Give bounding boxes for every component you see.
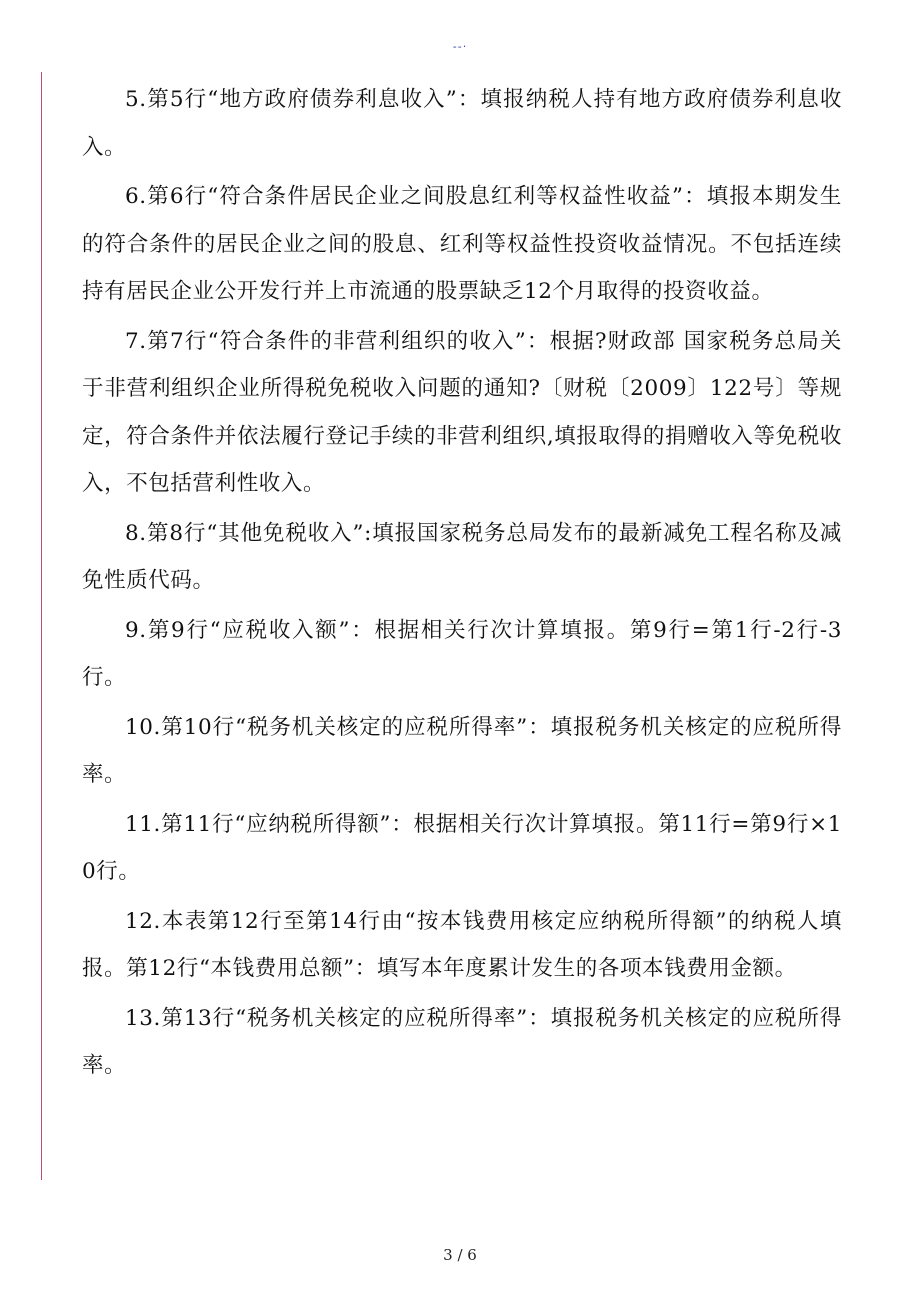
paragraph-item-10: 10.第10行“税务机关核定的应税所得率”：填报税务机关核定的应税所得率。 (82, 714, 842, 787)
paragraph-item-8: 8.第8行“其他免税收入”:填报国家税务总局发布的最新减免工程名称及减免性质代码。 (82, 520, 842, 593)
margin-line (41, 72, 42, 1180)
header-mark: --· (452, 40, 468, 53)
paragraph-item-7: 7.第7行“符合条件的非营利组织的收入”：根据?财政部 国家税务总局关于非营利组织企业所得税免税收入问题的通知?〔财税〔2009〕122号〕等规定，符合条件并依法履行登记手续的非营利组织,填报取得的捐赠收入等免税收入，不包括营利性收入。 (82, 328, 842, 496)
page-number: 3 / 6 (443, 1246, 477, 1264)
paragraph-item-6: 6.第6行“符合条件居民企业之间股息红利等权益性收益”：填报本期发生的符合条件的居民企业之间的股息、红利等权益性投资收益情况。不包括连续持有居民企业公开发行并上市流通的股票缺乏12个月取得的投资收益。 (82, 184, 842, 304)
paragraph-item-11: 11.第11行“应纳税所得额”：根据相关行次计算填报。第11行=第9行×10行。 (82, 811, 842, 884)
paragraph-item-9: 9.第9行“应税收入额”：根据相关行次计算填报。第9行=第1行-2行-3行。 (82, 617, 842, 690)
document-body (82, 76, 842, 1092)
paragraph-item-5: 5.第5行“地方政府债券利息收入”：填报纳税人持有地方政府债券利息收入。 (82, 87, 842, 160)
paragraph-item-12: 12.本表第12行至第14行由“按本钱费用核定应纳税所得额”的纳税人填报。第12行“本钱费用总额”：填写本年度累计发生的各项本钱费用金额。 (82, 908, 842, 981)
paragraph-item-13: 13.第13行“税务机关核定的应税所得率”：填报税务机关核定的应税所得率。 (82, 1005, 842, 1078)
